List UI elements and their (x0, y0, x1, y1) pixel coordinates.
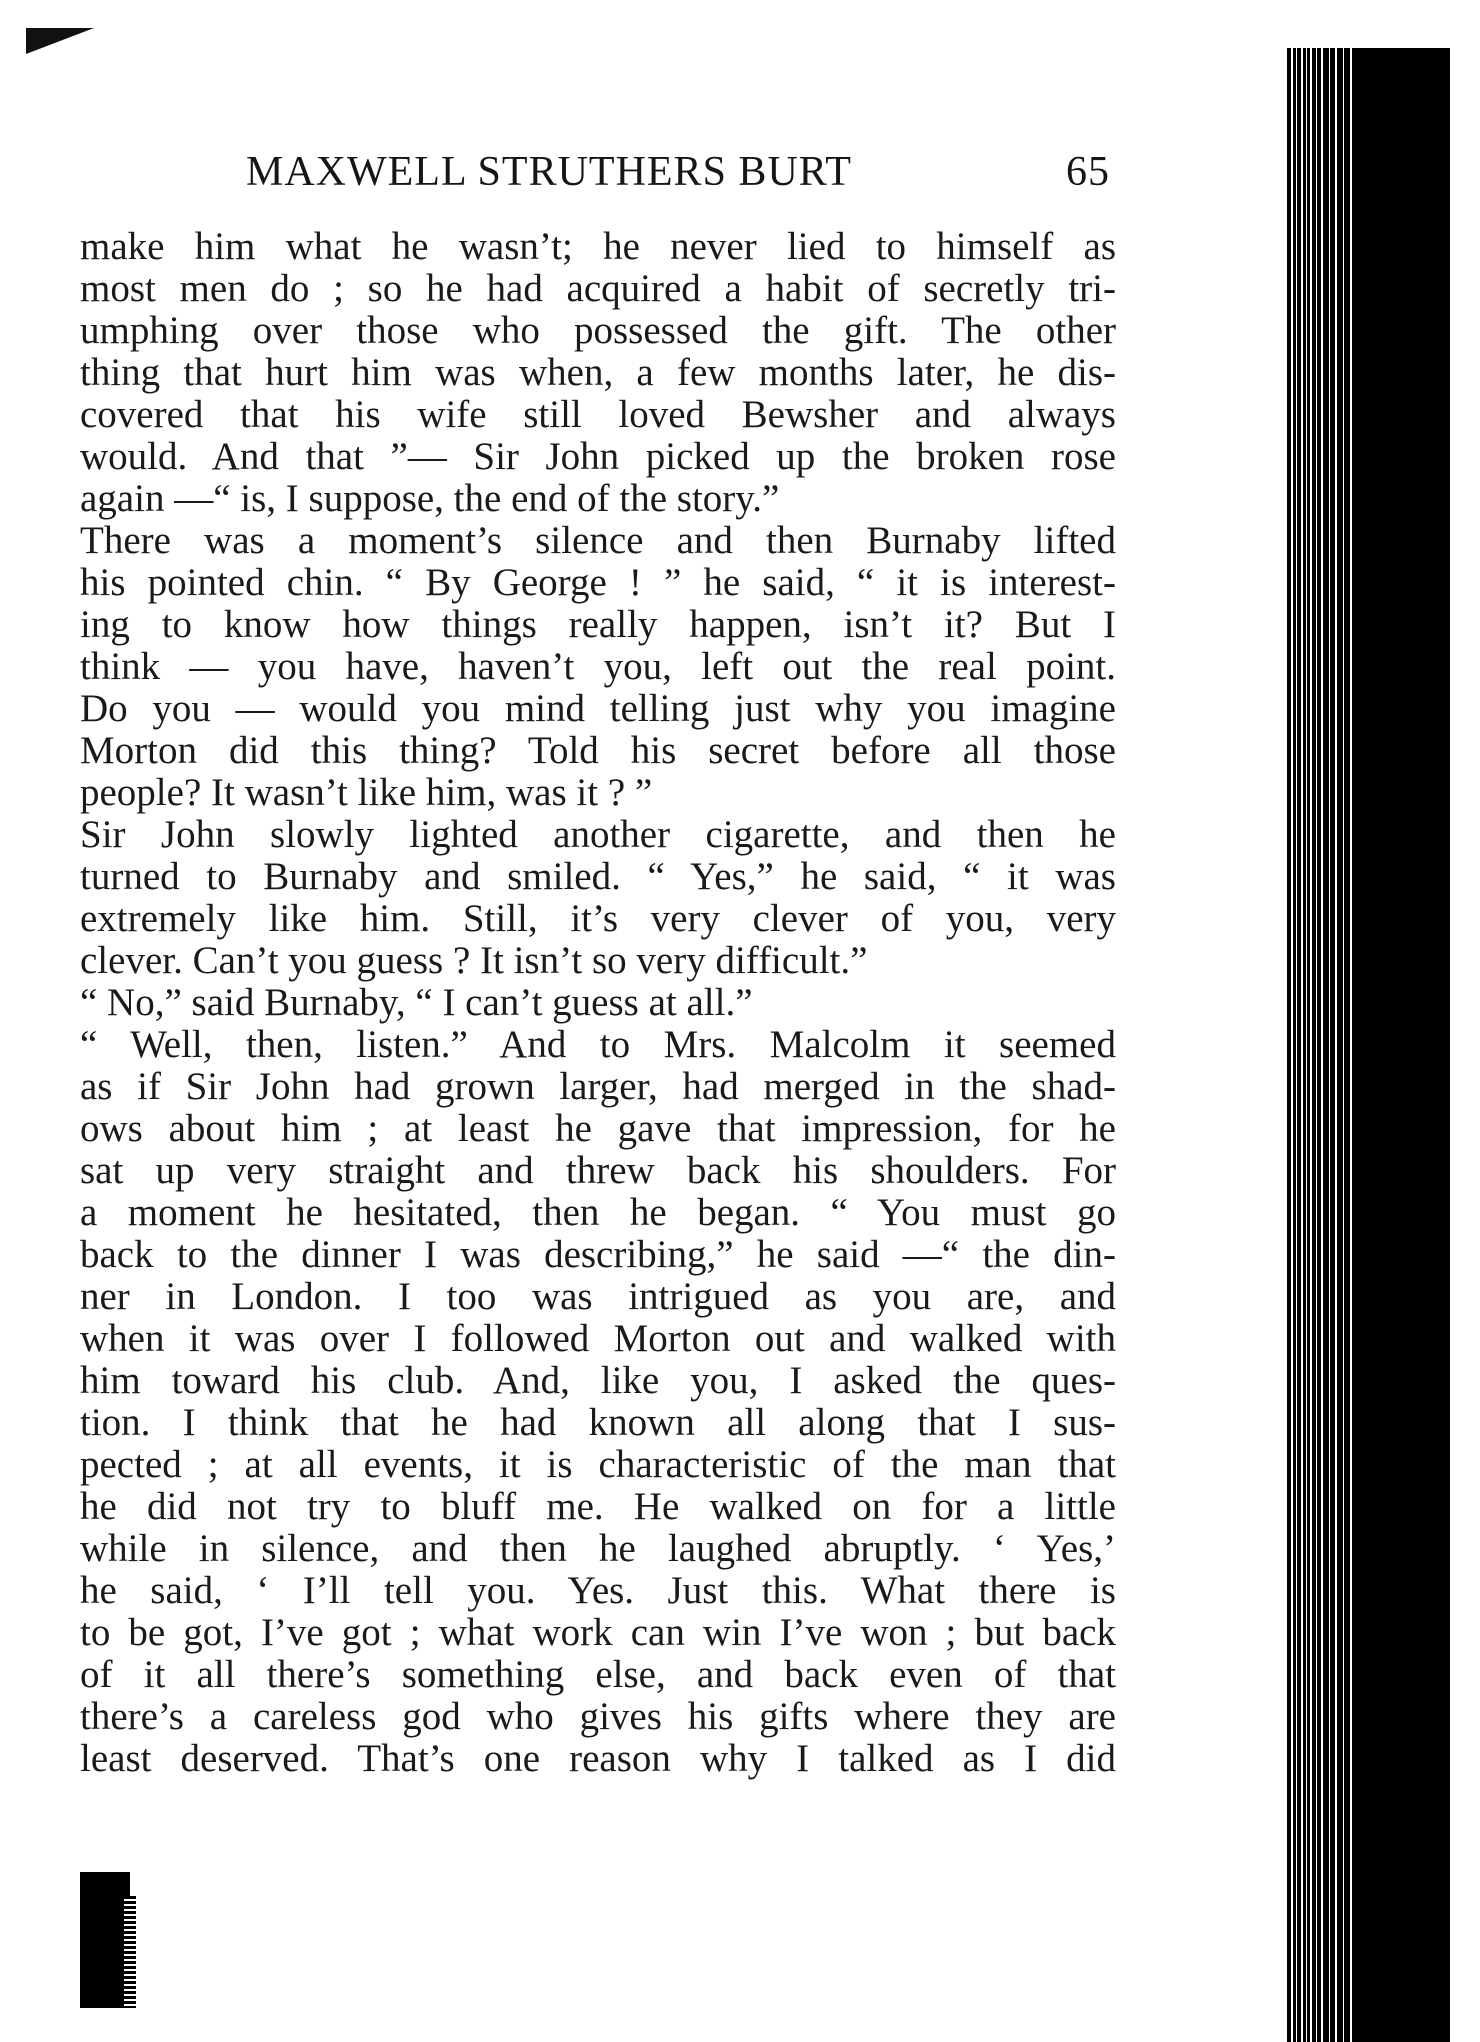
body-text (80, 226, 1116, 1780)
text-line: he said, ‘ I’ll tell you. Yes. Just this. What there is (80, 1570, 1116, 1612)
text-line: “ Well, then, listen.” And to Mrs. Malcolm it seemed (80, 1024, 1116, 1066)
text-line: There was a moment’s silence and then Burnaby lifted (80, 520, 1116, 562)
book-binding-edge (1287, 48, 1450, 2042)
text-line: clever. Can’t you guess ? It isn’t so very difficult.” (80, 940, 868, 982)
text-line: of it all there’s something else, and back even of that (80, 1654, 1116, 1696)
text-line: while in silence, and then he laughed abruptly. ‘ Yes,’ (80, 1528, 1116, 1570)
text-line: there’s a careless god who gives his gifts where they are (80, 1696, 1116, 1738)
text-line: him toward his club. And, like you, I asked the ques- (80, 1360, 1116, 1402)
page-header (236, 148, 1116, 204)
text-line: would. And that ”— Sir John picked up the broken rose (80, 436, 1116, 478)
running-title: MAXWELL STRUTHERS BURT (246, 149, 852, 195)
corner-scan-mark (26, 28, 94, 54)
text-line: Do you — would you mind telling just why you imagine (80, 688, 1116, 730)
text-line: ing to know how things really happen, isn’t it? But I (80, 604, 1116, 646)
text-line: ows about him ; at least he gave that impression, for he (80, 1108, 1116, 1150)
text-line: again —“ is, I suppose, the end of the story.” (80, 478, 780, 520)
text-line: least deserved. That’s one reason why I talked as I did (80, 1738, 1116, 1780)
text-line: pected ; at all events, it is characteristic of the man that (80, 1444, 1116, 1486)
text-line: most men do ; so he had acquired a habit of secretly tri- (80, 268, 1116, 310)
text-line: as if Sir John had grown larger, had merged in the shad- (80, 1066, 1116, 1108)
text-line: turned to Burnaby and smiled. “ Yes,” he said, “ it was (80, 856, 1116, 898)
text-line: make him what he wasn’t; he never lied to himself as (80, 226, 1116, 268)
text-line: people? It wasn’t like him, was it ? ” (80, 772, 653, 814)
text-line: Sir John slowly lighted another cigarette, and then he (80, 814, 1116, 856)
text-line: thing that hurt him was when, a few months later, he dis- (80, 352, 1116, 394)
text-line: extremely like him. Still, it’s very clever of you, very (80, 898, 1116, 940)
text-line: to be got, I’ve got ; what work can win I’ve won ; but back (80, 1612, 1116, 1654)
page-number: 65 (1066, 149, 1110, 195)
bottom-scan-mark (80, 1872, 130, 2008)
text-line: back to the dinner I was describing,” he said —“ the din- (80, 1234, 1116, 1276)
text-line: covered that his wife still loved Bewsher and always (80, 394, 1116, 436)
text-line: sat up very straight and threw back his shoulders. For (80, 1150, 1116, 1192)
text-line: Morton did this thing? Told his secret before all those (80, 730, 1116, 772)
text-line: his pointed chin. “ By George ! ” he said, “ it is interest- (80, 562, 1116, 604)
text-line: a moment he hesitated, then he began. “ You must go (80, 1192, 1116, 1234)
text-line: think — you have, haven’t you, left out the real point. (80, 646, 1116, 688)
text-line: tion. I think that he had known all along that I sus- (80, 1402, 1116, 1444)
text-line: “ No,” said Burnaby, “ I can’t guess at all.” (80, 982, 753, 1024)
text-line: ner in London. I too was intrigued as you are, and (80, 1276, 1116, 1318)
text-line: umphing over those who possessed the gift. The other (80, 310, 1116, 352)
text-line: he did not try to bluff me. He walked on for a little (80, 1486, 1116, 1528)
text-line: when it was over I followed Morton out and walked with (80, 1318, 1116, 1360)
